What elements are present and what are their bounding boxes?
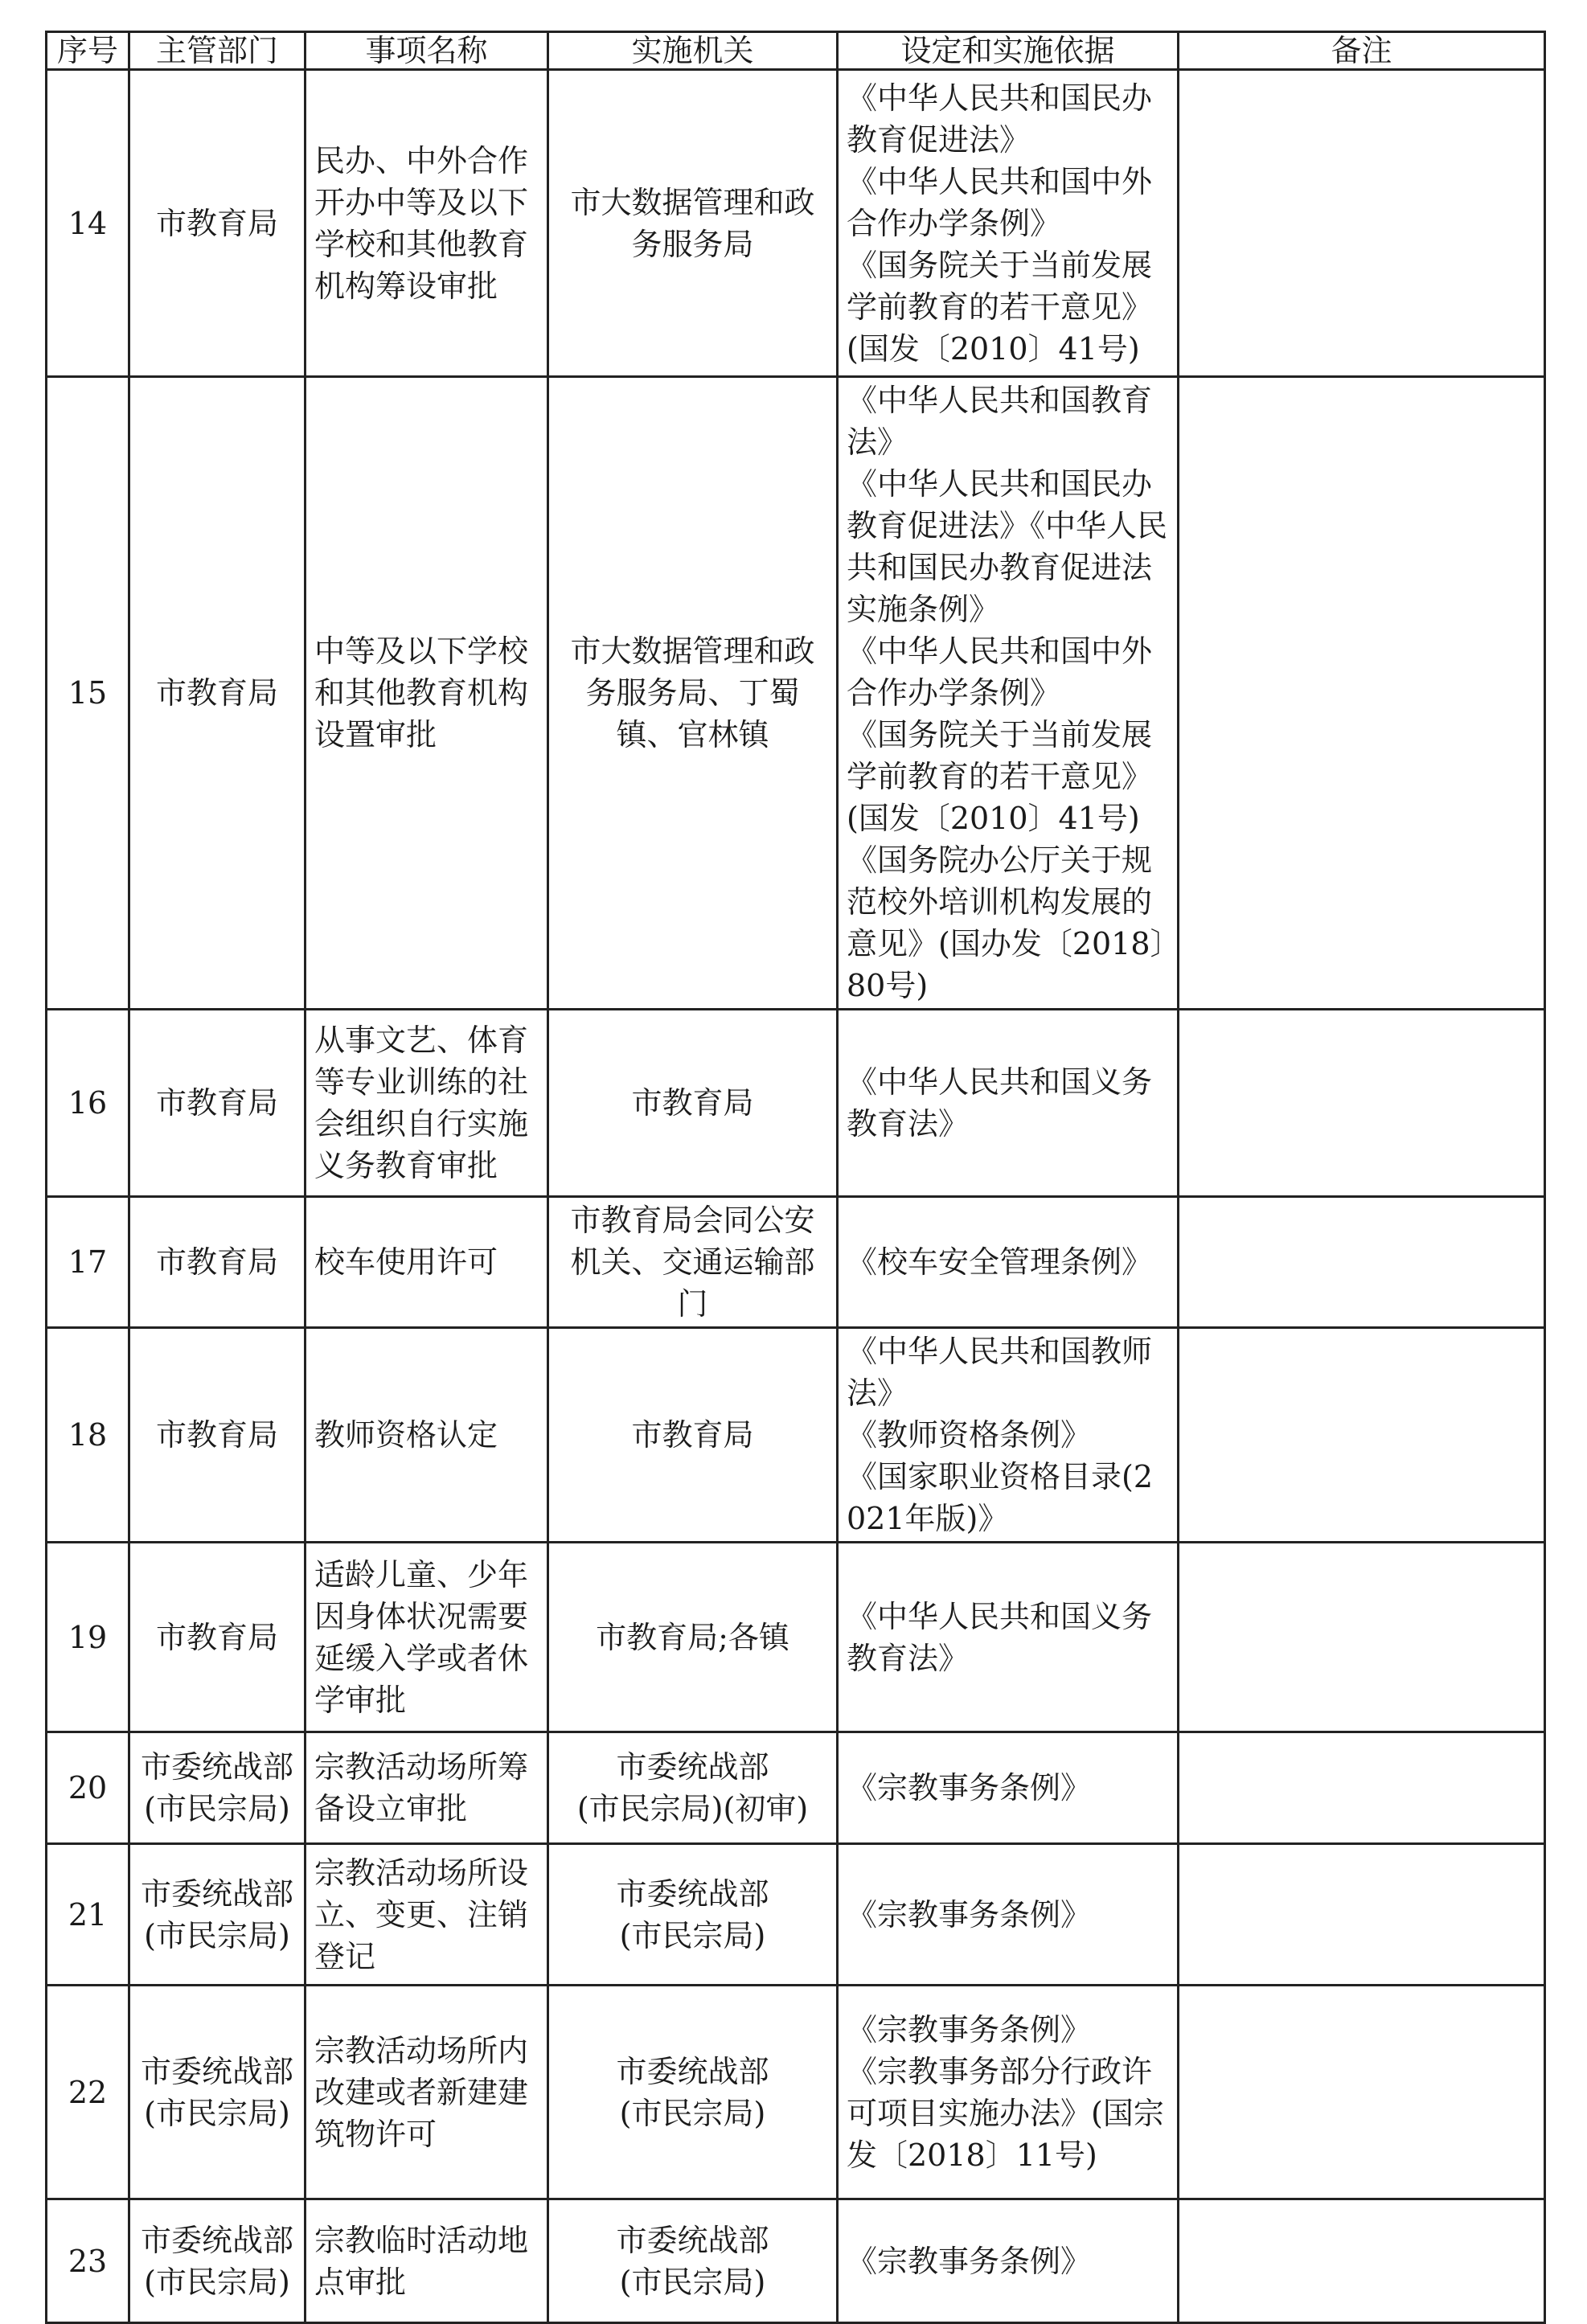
row-item: 宗教活动场所设立、变更、注销登记 [306,1844,548,1986]
table-row [47,377,1545,1010]
table-row [47,1986,1545,2199]
row-agency-line: 市委统战部 [616,2222,769,2258]
row-agency [548,377,838,1010]
row-dept [129,70,306,377]
row-basis-line: 《中华人民共和国义务教育法》 [847,1064,1153,1142]
row-agency-line: 市委统战部 [616,1875,769,1912]
row-agency-line: (市民宗局)(初审) [576,1791,809,1826]
row-dept-line: 市教育局 [155,1085,278,1121]
row-agency-line: 市委统战部 [616,1749,769,1785]
row-basis-line: 《校车安全管理条例》 [847,1244,1153,1280]
row-basis-line: 《中华人民共和国教师法》 [847,1334,1153,1411]
row-basis-line: 《宗教事务部分行政许可项目实施办法》(国宗发〔2018〕11号) [847,2053,1164,2173]
row-agency-line: 市大数据管理和政务服务局 [570,184,815,262]
row-dept [129,2199,306,2323]
row-dept [129,1010,306,1197]
row-basis-line: 《国家职业资格目录(2021年版)》 [847,1459,1154,1536]
row-agency [548,1844,838,1986]
table-row [47,1010,1545,1197]
row-note [1179,1328,1545,1543]
row-basis [838,1844,1179,1986]
row-basis-line: 《中华人民共和国中外合作办学条例》 [847,163,1153,241]
row-number: 14 [47,70,129,377]
row-basis [838,1543,1179,1732]
row-note [1179,377,1545,1010]
row-basis [838,1732,1179,1844]
row-dept-line: 市教育局 [155,675,278,711]
table-row [47,70,1545,377]
row-item: 教师资格认定 [306,1328,548,1543]
row-note [1179,1543,1545,1732]
row-dept-line: 市教育局 [155,205,278,241]
row-item: 民办、中外合作开办中等及以下学校和其他教育机构筹设审批 [306,70,548,377]
row-basis [838,1986,1179,2199]
row-note [1179,1732,1545,1844]
row-basis-line: 《宗教事务条例》 [847,1896,1092,1933]
row-number: 20 [47,1732,129,1844]
row-dept-line: (市民宗局) [144,2095,290,2131]
row-item: 适龄儿童、少年因身体状况需要延缓入学或者休学审批 [306,1543,548,1732]
row-basis-line: 《中华人民共和国教育法》 [847,383,1153,460]
row-agency-line: 市教育局 [631,1085,754,1121]
row-dept [129,1986,306,2199]
row-dept [129,1197,306,1328]
row-basis [838,2199,1179,2323]
row-dept [129,1732,306,1844]
row-dept-line: (市民宗局) [144,1917,290,1953]
row-dept-line: 市教育局 [155,1417,278,1453]
table-row [47,1328,1545,1543]
row-number: 15 [47,377,129,1010]
row-basis-line: 《教师资格条例》 [847,1417,1092,1453]
header-no: 序号 [47,32,129,70]
row-basis-line: 《国务院关于当前发展学前教育的若干意见》(国发〔2010〕41号) [847,247,1153,367]
row-dept-line: 市委统战部 [140,2222,293,2258]
row-item: 从事文艺、体育等专业训练的社会组织自行实施义务教育审批 [306,1010,548,1197]
row-basis [838,377,1179,1010]
table-row [47,2199,1545,2323]
row-agency [548,1197,838,1328]
row-number: 23 [47,2199,129,2323]
row-dept [129,1543,306,1732]
row-number: 22 [47,1986,129,2199]
row-dept-line: 市委统战部 [140,2053,293,2089]
row-number: 17 [47,1197,129,1328]
row-basis [838,1328,1179,1543]
row-dept [129,377,306,1010]
table-row [47,1844,1545,1986]
row-basis-line: 《国务院关于当前发展学前教育的若干意见》(国发〔2010〕41号) [847,717,1153,836]
row-note [1179,1010,1545,1197]
row-agency [548,1328,838,1543]
table-row [47,1543,1545,1732]
row-item: 宗教活动场所筹备设立审批 [306,1732,548,1844]
row-basis-line: 《宗教事务条例》 [847,2011,1092,2047]
row-item: 宗教临时活动地点审批 [306,2199,548,2323]
table-body [47,70,1545,2323]
row-agency-line: (市民宗局) [619,1917,766,1953]
row-dept-line: 市委统战部 [140,1749,293,1785]
row-number: 18 [47,1328,129,1543]
row-note [1179,70,1545,377]
row-number: 19 [47,1543,129,1732]
row-number: 16 [47,1010,129,1197]
row-dept-line: 市教育局 [155,1244,278,1280]
row-agency-line: 市大数据管理和政务服务局、丁蜀镇、官林镇 [570,633,815,752]
row-dept-line: (市民宗局) [144,2264,290,2300]
row-basis [838,70,1179,377]
row-agency-line: (市民宗局) [619,2095,766,2131]
row-agency [548,1543,838,1732]
row-item: 校车使用许可 [306,1197,548,1328]
row-basis-line: 《宗教事务条例》 [847,1770,1092,1806]
row-agency-line: 市教育局;各镇 [596,1619,789,1655]
row-dept-line: 市委统战部 [140,1875,293,1912]
row-basis [838,1010,1179,1197]
table-row [47,1732,1545,1844]
header-agency: 实施机关 [548,32,838,70]
row-basis-line: 《中华人民共和国民办教育促进法》 [847,80,1153,158]
row-agency [548,70,838,377]
row-dept-line: (市民宗局) [144,1791,290,1826]
table-row [47,1197,1545,1328]
row-note [1179,1986,1545,2199]
row-item: 宗教活动场所内改建或者新建建筑物许可 [306,1986,548,2199]
header-item: 事项名称 [306,32,548,70]
row-note [1179,1197,1545,1328]
row-dept-line: 市教育局 [155,1619,278,1655]
row-agency-line: 市教育局 [631,1417,754,1453]
row-agency [548,1986,838,2199]
row-basis-line: 《中华人民共和国义务教育法》 [847,1598,1153,1676]
row-agency [548,2199,838,2323]
permit-table [45,31,1546,2324]
header-basis: 设定和实施依据 [838,32,1179,70]
row-agency-line: (市民宗局) [619,2264,766,2300]
row-basis-line: 《中华人民共和国民办教育促进法》《中华人民共和国民办教育促进法实施条例》 [847,466,1168,627]
header-dept: 主管部门 [129,32,306,70]
row-dept [129,1844,306,1986]
row-note [1179,1844,1545,1986]
header-row [47,32,1545,70]
row-agency-line: 市教育局会同公安机关、交通运输部门 [570,1203,815,1322]
row-agency-line: 市委统战部 [616,2053,769,2089]
row-agency [548,1010,838,1197]
row-number: 21 [47,1844,129,1986]
row-note [1179,2199,1545,2323]
row-basis-line: 《中华人民共和国中外合作办学条例》 [847,633,1153,711]
header-note: 备注 [1179,32,1545,70]
row-basis-line: 《宗教事务条例》 [847,2243,1092,2279]
row-basis-line: 《国务院办公厅关于规范校外培训机构发展的意见》(国办发〔2018〕80号) [847,842,1166,1003]
row-dept [129,1328,306,1543]
row-agency [548,1732,838,1844]
row-basis [838,1197,1179,1328]
row-item: 中等及以下学校和其他教育机构设置审批 [306,377,548,1010]
